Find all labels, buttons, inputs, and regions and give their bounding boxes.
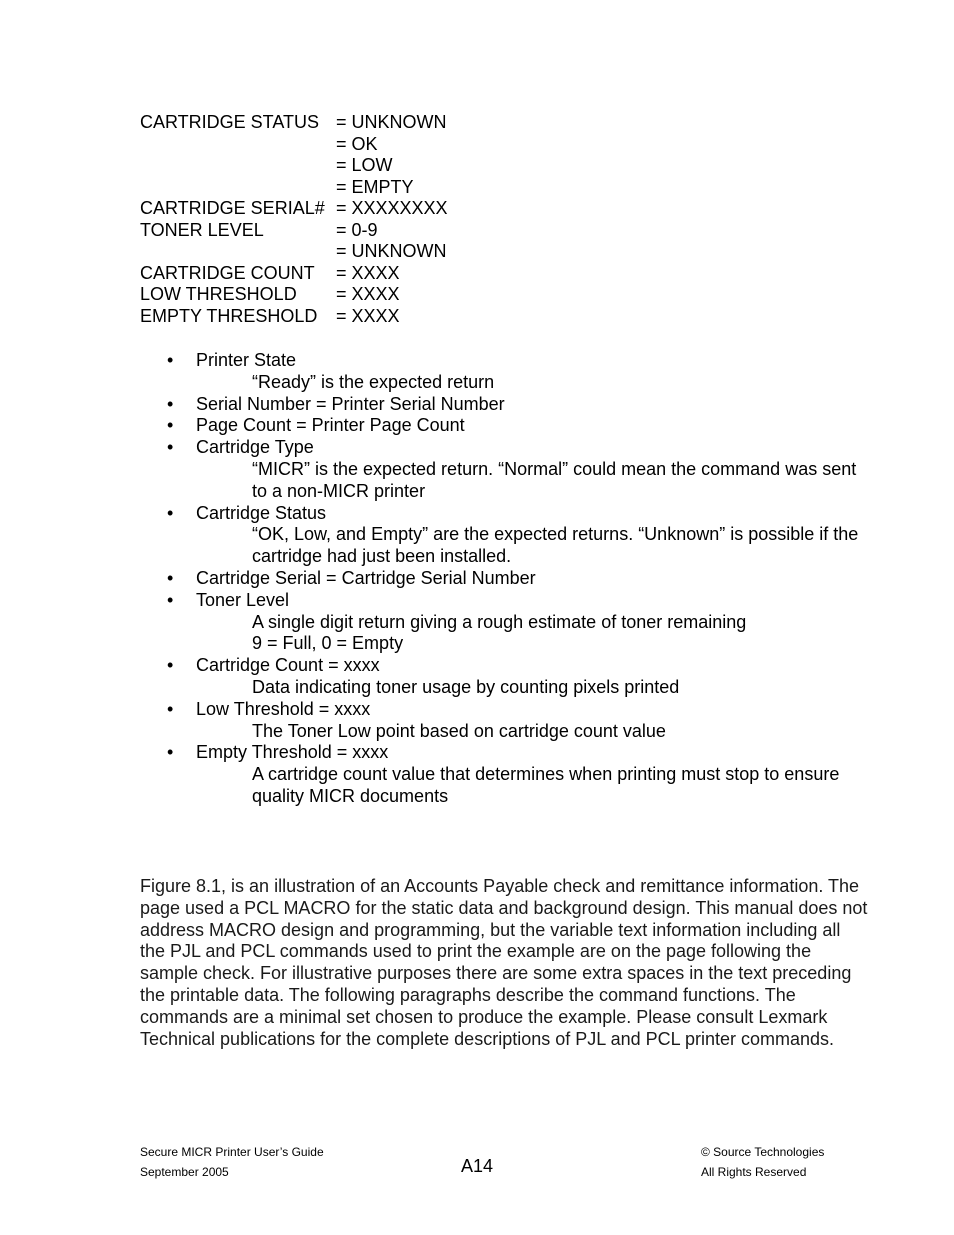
list-item bbox=[140, 437, 900, 502]
status-row bbox=[140, 112, 448, 134]
status-value: = 0-9 bbox=[336, 219, 378, 240]
footer-left bbox=[140, 1142, 324, 1182]
paragraph-line: Technical publications for the complete descriptions of PJL and PCL printer commands. bbox=[140, 1028, 835, 1049]
status-value: = UNKNOWN bbox=[336, 112, 447, 132]
paragraph-line: the printable data. The following paragraphs describe the command functions. The bbox=[140, 984, 796, 1005]
status-label bbox=[140, 155, 336, 177]
footer-document-title: Secure MICR Printer User’s Guide bbox=[140, 1145, 324, 1159]
bullet-description: to a non-MICR printer bbox=[252, 480, 426, 501]
status-row bbox=[140, 155, 448, 177]
status-row bbox=[140, 284, 448, 306]
status-label: CARTRIDGE SERIAL# bbox=[140, 198, 325, 218]
status-value: = XXXX bbox=[336, 284, 400, 304]
bullet-icon: • bbox=[167, 698, 174, 719]
status-label bbox=[140, 177, 336, 199]
bullet-description: “OK, Low, and Empty” are the expected returns. “Unknown” is possible if the bbox=[252, 524, 859, 545]
bullet-title: Cartridge Type bbox=[196, 437, 314, 458]
footer-date: September 2005 bbox=[140, 1165, 229, 1179]
bullet-title: Empty Threshold = xxxx bbox=[196, 742, 389, 763]
status-value: = XXXX bbox=[336, 262, 400, 283]
list-item bbox=[140, 568, 900, 590]
list-item bbox=[140, 503, 900, 568]
list-item bbox=[140, 350, 900, 394]
status-label: CARTRIDGE COUNT bbox=[140, 262, 315, 283]
status-row bbox=[140, 220, 448, 242]
status-row bbox=[140, 306, 448, 328]
bullet-icon: • bbox=[167, 742, 174, 763]
paragraph-line: page used a PCL MACRO for the static data and background design. This manual does not bbox=[140, 897, 868, 918]
status-row bbox=[140, 198, 448, 220]
bullet-description: The Toner Low point based on cartridge count value bbox=[252, 720, 666, 741]
paragraph-line: address MACRO design and programming, but the variable text information including all bbox=[140, 919, 841, 940]
status-row bbox=[140, 263, 448, 285]
list-item bbox=[140, 655, 900, 699]
status-row bbox=[140, 134, 448, 156]
list-item bbox=[140, 394, 900, 416]
paragraph-line: Figure 8.1, is an illustration of an Accounts Payable check and remittance information. The bbox=[140, 876, 860, 896]
status-value: = XXXX bbox=[336, 305, 400, 326]
bullet-icon: • bbox=[167, 415, 174, 436]
bullet-description: quality MICR documents bbox=[252, 785, 449, 806]
status-label: LOW THRESHOLD bbox=[140, 284, 297, 304]
status-label bbox=[140, 241, 336, 263]
status-value: = OK bbox=[336, 133, 378, 154]
bullet-title: Page Count = Printer Page Count bbox=[196, 415, 465, 436]
bullet-icon: • bbox=[167, 589, 174, 610]
list-item bbox=[140, 415, 900, 437]
status-row bbox=[140, 241, 448, 263]
status-row bbox=[140, 177, 448, 199]
paragraph-line: the PJL and PCL commands used to print the example are on the page following the bbox=[140, 941, 812, 962]
status-value: = XXXXXXXX bbox=[336, 198, 448, 218]
footer-right bbox=[701, 1142, 824, 1182]
bullet-title: Toner Level bbox=[196, 589, 290, 610]
bullet-icon: • bbox=[167, 350, 174, 370]
bullet-icon: • bbox=[167, 437, 174, 458]
bullet-title: Cartridge Count = xxxx bbox=[196, 655, 380, 676]
bullet-description: A cartridge count value that determines when printing must stop to ensure bbox=[252, 764, 840, 785]
status-label: CARTRIDGE STATUS bbox=[140, 112, 320, 132]
bullet-description: 9 = Full, 0 = Empty bbox=[252, 633, 404, 654]
bullet-icon: • bbox=[167, 567, 174, 588]
footer-rights: All Rights Reserved bbox=[701, 1165, 807, 1179]
status-value: = LOW bbox=[336, 155, 393, 175]
paragraph-line: commands are a minimal set chosen to produce the example. Please consult Lexmark bbox=[140, 1006, 828, 1027]
bullet-description: “Ready” is the expected return bbox=[252, 371, 495, 392]
status-value: = EMPTY bbox=[336, 176, 414, 197]
status-value: = UNKNOWN bbox=[336, 241, 447, 261]
bullet-list bbox=[140, 350, 900, 808]
bullet-title: Low Threshold = xxxx bbox=[196, 698, 371, 719]
bullet-title: Printer State bbox=[196, 350, 297, 370]
page-number: A14 bbox=[461, 1156, 494, 1176]
body-paragraph bbox=[140, 876, 910, 1050]
list-item bbox=[140, 699, 900, 743]
bullet-icon: • bbox=[167, 502, 174, 523]
bullet-icon: • bbox=[167, 655, 174, 676]
paragraph-line: sample check. For illustrative purposes there are some extra spaces in the text preceding bbox=[140, 963, 852, 984]
cartridge-status-table bbox=[140, 112, 448, 327]
bullet-description: “MICR” is the expected return. “Normal” could mean the command was sent bbox=[252, 458, 857, 479]
bullet-title: Cartridge Serial = Cartridge Serial Number bbox=[196, 567, 536, 588]
bullet-description: cartridge had just been installed. bbox=[252, 546, 512, 567]
bullet-description: Data indicating toner usage by counting pixels printed bbox=[252, 676, 680, 697]
bullet-description: A single digit return giving a rough estimate of toner remaining bbox=[252, 611, 747, 632]
status-label: TONER LEVEL bbox=[140, 219, 264, 240]
status-label bbox=[140, 134, 336, 156]
status-label: EMPTY THRESHOLD bbox=[140, 305, 318, 326]
bullet-icon: • bbox=[167, 393, 174, 414]
footer-copyright: © Source Technologies bbox=[701, 1145, 825, 1159]
list-item bbox=[140, 590, 900, 655]
list-item bbox=[140, 742, 900, 807]
bullet-title: Cartridge Status bbox=[196, 502, 327, 523]
bullet-title: Serial Number = Printer Serial Number bbox=[196, 393, 505, 414]
